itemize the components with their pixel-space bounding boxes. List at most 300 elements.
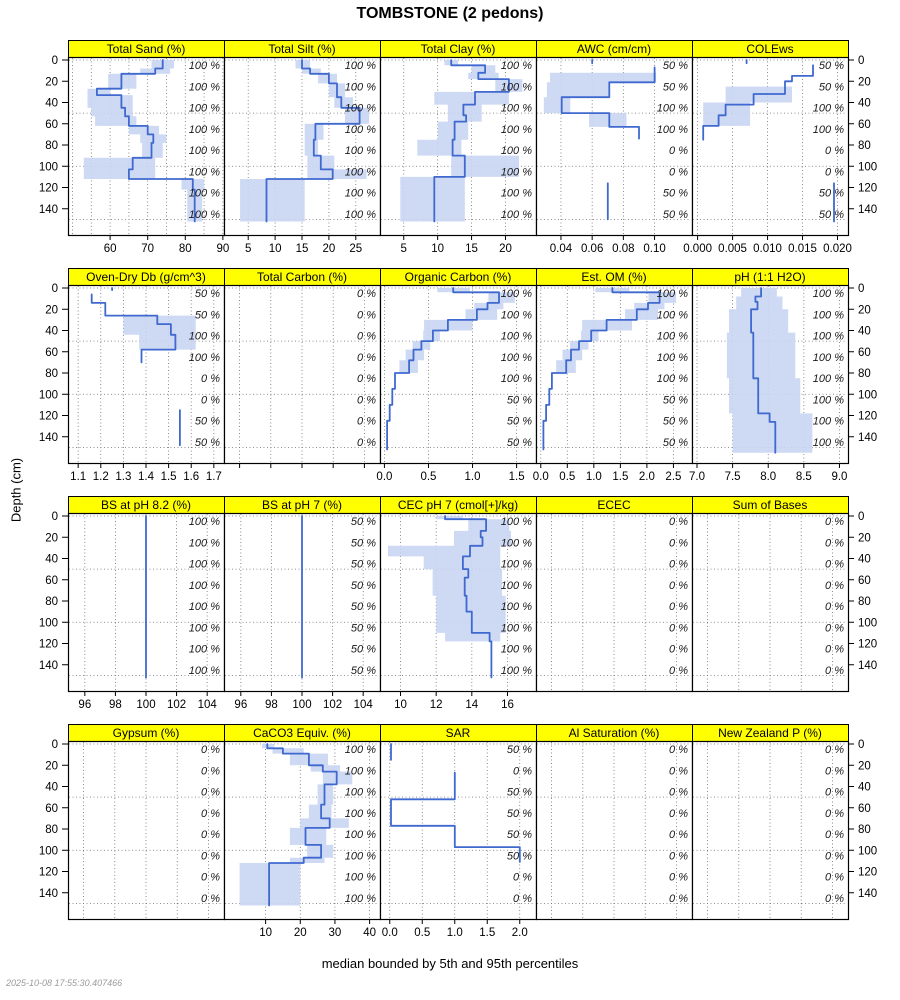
- fraction-label: 100 %: [188, 558, 220, 571]
- depth-label-right: 120: [858, 638, 878, 651]
- x-tick-label: 0.04: [549, 243, 573, 255]
- x-tick-label: 7.0: [688, 471, 705, 483]
- x-tick-label: 10: [394, 699, 407, 711]
- fraction-label: 100 %: [344, 807, 376, 820]
- fraction-label: 0 %: [825, 850, 844, 863]
- fraction-label: 50 %: [818, 187, 844, 200]
- fraction-label: 0 %: [825, 664, 844, 677]
- depth-label-left: 80: [45, 824, 58, 836]
- x-tick-label: 0.000: [683, 243, 712, 255]
- depth-label-left: 80: [45, 140, 58, 152]
- fraction-label: 0 %: [357, 309, 376, 322]
- fraction-label: 100 %: [812, 436, 844, 449]
- x-tick-label: 20: [499, 243, 512, 255]
- panel-ph-1-1-h2o: [689, 269, 849, 484]
- depth-label-right: 80: [858, 368, 871, 380]
- x-tick-label: 1.5: [612, 471, 629, 483]
- depth-label-right: 40: [858, 97, 871, 110]
- depth-label-left: 60: [45, 346, 58, 359]
- fraction-label: 0 %: [669, 892, 688, 905]
- fraction-label: 100 %: [188, 102, 220, 115]
- fraction-label: 100 %: [188, 81, 220, 94]
- x-tick-label: 0.5: [559, 471, 576, 483]
- fraction-label: 50 %: [662, 436, 688, 449]
- fraction-label: 50 %: [194, 415, 220, 428]
- depth-label-left: 140: [38, 431, 58, 444]
- panel-sar: [381, 725, 537, 940]
- panel-ecec: [537, 497, 693, 692]
- fraction-label: 0 %: [513, 765, 532, 778]
- x-tick-label: 7.5: [724, 471, 741, 483]
- fraction-label: 50 %: [662, 415, 688, 428]
- panel-total-carbon: [225, 269, 381, 469]
- strip-label: BS at pH 8.2 (%): [100, 498, 192, 512]
- fraction-label: 100 %: [344, 208, 376, 221]
- strip-label: AWC (cm/cm): [576, 42, 652, 56]
- fraction-label: 100 %: [656, 123, 688, 136]
- panel-row-2: [0, 268, 900, 488]
- depth-label-left: 80: [45, 368, 58, 380]
- x-tick-label: 8.5: [795, 471, 812, 483]
- y-axis-title: Depth (cm): [8, 457, 24, 523]
- strip-label: ECEC: [597, 498, 631, 512]
- fraction-label: 100 %: [812, 330, 844, 343]
- depth-label-right: 60: [858, 118, 871, 131]
- fraction-label: 50 %: [350, 664, 376, 677]
- depth-label-right: 140: [858, 431, 878, 444]
- x-tick-label: 70: [141, 243, 155, 255]
- x-tick-label: 1.0: [464, 471, 481, 483]
- fraction-label: 50 %: [818, 208, 844, 221]
- x-tick-label: 1.3: [115, 471, 132, 483]
- depth-label-right: 120: [858, 410, 878, 423]
- depth-label-right: 80: [858, 824, 871, 836]
- fraction-label: 100 %: [500, 288, 532, 300]
- fraction-label: 50 %: [818, 60, 844, 72]
- panel-est-om: [533, 269, 693, 484]
- fraction-label: 100 %: [500, 601, 532, 613]
- fraction-label: 50 %: [506, 786, 532, 799]
- x-tick-label: 100: [136, 699, 156, 711]
- x-tick-label: 15: [465, 243, 478, 255]
- fraction-label: 0 %: [201, 373, 220, 385]
- fraction-label: 100 %: [500, 102, 532, 115]
- fraction-label: 0 %: [825, 601, 844, 613]
- depth-label-right: 120: [858, 866, 878, 879]
- x-tick-label: 0.5: [420, 471, 437, 483]
- depth-label-right: 40: [858, 325, 871, 338]
- fraction-label: 0 %: [201, 892, 220, 905]
- fraction-label: 100 %: [656, 351, 688, 364]
- fraction-label: 50 %: [662, 208, 688, 221]
- fraction-label: 100 %: [188, 622, 220, 635]
- x-tick-label: 20: [322, 243, 336, 255]
- fraction-label: 100 %: [500, 579, 532, 592]
- fraction-label: 0 %: [825, 786, 844, 799]
- depth-label-right: 0: [858, 511, 865, 523]
- fraction-label: 100 %: [188, 145, 220, 157]
- fraction-label: 50 %: [350, 537, 376, 550]
- fraction-label: 100 %: [812, 351, 844, 364]
- depth-label-left: 40: [45, 97, 58, 110]
- fraction-label: 50 %: [506, 807, 532, 820]
- depth-label-right: 120: [858, 182, 878, 195]
- fraction-label: 50 %: [350, 558, 376, 571]
- depth-label-left: 100: [38, 845, 58, 858]
- strip-label: Gypsum (%): [112, 726, 180, 740]
- strip-label: Sum of Bases: [732, 498, 808, 512]
- depth-label-left: 120: [38, 866, 58, 879]
- x-tick-label: 90: [216, 243, 230, 255]
- depth-label-right: 80: [858, 596, 871, 608]
- fraction-label: 0 %: [825, 643, 844, 656]
- panel-total-silt: [225, 41, 381, 256]
- x-tick-label: 60: [103, 243, 117, 255]
- fraction-label: 0 %: [669, 558, 688, 571]
- strip-label: Al Saturation (%): [568, 726, 660, 740]
- x-tick-label: 0.005: [718, 243, 747, 255]
- strip-label: BS at pH 7 (%): [261, 498, 343, 512]
- fraction-label: 0 %: [201, 807, 220, 820]
- chart-caption: median bounded by 5th and 95th percentiles: [321, 956, 579, 971]
- fraction-label: 100 %: [656, 309, 688, 322]
- fraction-label: 0 %: [669, 744, 688, 756]
- x-tick-label: 40: [363, 927, 376, 939]
- fraction-label: 50 %: [350, 601, 376, 613]
- fraction-label: 100 %: [500, 208, 532, 221]
- fraction-label: 0 %: [201, 871, 220, 884]
- fraction-label: 100 %: [344, 60, 376, 72]
- depth-label-left: 140: [38, 887, 58, 900]
- fraction-label: 0 %: [201, 786, 220, 799]
- fraction-label: 100 %: [344, 123, 376, 136]
- fraction-label: 100 %: [812, 309, 844, 322]
- x-tick-label: 8.0: [760, 471, 777, 483]
- x-tick-label: 25: [349, 243, 363, 255]
- fraction-label: 0 %: [513, 892, 532, 905]
- depth-label-left: 20: [45, 532, 58, 545]
- depth-label-left: 100: [38, 389, 58, 402]
- panel-colews: [683, 41, 852, 256]
- fraction-label: 50 %: [350, 643, 376, 656]
- depth-label-right: 140: [858, 203, 878, 216]
- fraction-label: 100 %: [344, 166, 376, 179]
- depth-label-right: 0: [858, 55, 865, 67]
- x-tick-label: 0.010: [753, 243, 782, 255]
- x-tick-label: 0.015: [788, 243, 817, 255]
- strip-label: New Zealand P (%): [718, 726, 822, 740]
- x-tick-label: 100: [292, 699, 312, 711]
- x-tick-label: 98: [265, 699, 278, 711]
- fraction-label: 0 %: [825, 516, 844, 528]
- fraction-label: 100 %: [188, 537, 220, 550]
- depth-label-right: 20: [858, 760, 871, 773]
- strip-label: CaCO3 Equiv. (%): [253, 726, 351, 740]
- panel-caco3-equiv: [225, 725, 381, 940]
- fraction-label: 100 %: [656, 330, 688, 343]
- x-tick-label: 0.5: [414, 927, 431, 939]
- strip-label: SAR: [445, 726, 471, 740]
- x-tick-label: 102: [322, 699, 343, 711]
- fraction-label: 0 %: [669, 166, 688, 179]
- depth-label-left: 100: [38, 161, 58, 174]
- fraction-label: 0 %: [357, 288, 376, 300]
- fraction-label: 50 %: [662, 60, 688, 72]
- fraction-label: 0 %: [669, 829, 688, 841]
- strip-label: Total Clay (%): [420, 42, 496, 56]
- fraction-label: 100 %: [812, 288, 844, 300]
- fraction-label: 0 %: [201, 829, 220, 841]
- x-tick-label: 1.5: [160, 471, 177, 483]
- fraction-label: 100 %: [188, 579, 220, 592]
- x-tick-label: 96: [234, 699, 248, 711]
- fraction-label: 0 %: [669, 601, 688, 613]
- depth-label-right: 20: [858, 304, 871, 317]
- panel-al-saturation: [537, 725, 693, 920]
- fraction-label: 100 %: [812, 102, 844, 115]
- fraction-label: 0 %: [201, 744, 220, 756]
- page-title: TOMBSTONE (2 pedons): [356, 5, 544, 22]
- fraction-label: 0 %: [357, 330, 376, 343]
- depth-label-left: 100: [38, 617, 58, 630]
- fraction-label: 0 %: [513, 871, 532, 884]
- fraction-label: 0 %: [825, 537, 844, 550]
- fraction-label: 0 %: [825, 579, 844, 592]
- depth-label-right: 80: [858, 140, 871, 152]
- fraction-label: 100 %: [500, 60, 532, 72]
- fraction-label: 0 %: [357, 373, 376, 385]
- x-tick-label: 1.1: [70, 471, 87, 483]
- depth-label-right: 20: [858, 76, 871, 89]
- fraction-label: 0 %: [669, 622, 688, 635]
- x-tick-label: 10: [268, 243, 282, 255]
- fraction-label: 0 %: [201, 850, 220, 863]
- x-tick-label: 15: [295, 243, 309, 255]
- x-tick-label: 0.0: [381, 927, 398, 939]
- depth-label-left: 0: [51, 55, 58, 67]
- depth-label-right: 60: [858, 346, 871, 359]
- depth-label-right: 100: [858, 617, 878, 630]
- depth-label-right: 40: [858, 781, 871, 794]
- timestamp-label: 2025-10-08 17:55:30.407466: [6, 978, 123, 988]
- fraction-label: 50 %: [194, 288, 220, 300]
- fraction-label: 0 %: [669, 765, 688, 778]
- fraction-label: 50 %: [662, 187, 688, 200]
- strip-label: pH (1:1 H2O): [734, 270, 806, 284]
- x-tick-label: 98: [109, 699, 122, 711]
- x-tick-label: 2.0: [638, 471, 655, 483]
- x-tick-label: 1.6: [183, 471, 200, 483]
- panel-cec-ph-7-cmol-kg: [381, 497, 537, 712]
- fraction-label: 0 %: [669, 537, 688, 550]
- depth-label-right: 60: [858, 574, 871, 587]
- fraction-label: 100 %: [656, 373, 688, 385]
- fraction-label: 50 %: [506, 744, 532, 756]
- fraction-label: 100 %: [188, 330, 220, 343]
- fraction-label: 0 %: [825, 871, 844, 884]
- x-tick-label: 1.4: [138, 471, 154, 483]
- fraction-label: 100 %: [344, 187, 376, 200]
- strip-label: Organic Carbon (%): [404, 270, 512, 284]
- depth-label-right: 60: [858, 802, 871, 815]
- panel-gypsum: [69, 725, 225, 920]
- fraction-label: 0 %: [669, 871, 688, 884]
- depth-label-left: 0: [51, 283, 58, 295]
- fraction-label: 50 %: [506, 394, 532, 407]
- fraction-label: 100 %: [344, 744, 376, 756]
- panel-organic-carbon: [376, 269, 536, 484]
- fraction-label: 100 %: [188, 664, 220, 677]
- fraction-label: 100 %: [812, 415, 844, 428]
- fraction-label: 50 %: [662, 394, 688, 407]
- x-tick-label: 0.0: [376, 471, 393, 483]
- fraction-label: 0 %: [825, 892, 844, 905]
- fraction-label: 100 %: [344, 102, 376, 115]
- x-tick-label: 5: [400, 243, 407, 255]
- depth-label-left: 20: [45, 76, 58, 89]
- x-tick-label: 1.5: [508, 471, 525, 483]
- fraction-label: 100 %: [188, 123, 220, 136]
- x-tick-label: 1.2: [92, 471, 109, 483]
- strip-label: Total Sand (%): [106, 42, 186, 56]
- fraction-label: 50 %: [506, 850, 532, 863]
- fraction-label: 0 %: [825, 807, 844, 820]
- fraction-label: 50 %: [506, 829, 532, 841]
- depth-label-left: 40: [45, 781, 58, 794]
- x-tick-label: 1.0: [585, 471, 602, 483]
- x-tick-label: 102: [166, 699, 187, 711]
- x-tick-label: 2.5: [665, 471, 682, 483]
- fraction-label: 0 %: [357, 351, 376, 364]
- x-tick-label: 30: [328, 927, 342, 939]
- fraction-label: 0 %: [669, 786, 688, 799]
- fraction-label: 0 %: [825, 145, 844, 157]
- fraction-label: 50 %: [506, 436, 532, 449]
- fraction-label: 100 %: [344, 829, 376, 841]
- panel-bs-at-ph-8-2: [69, 497, 225, 712]
- fraction-label: 100 %: [344, 786, 376, 799]
- depth-label-right: 100: [858, 845, 878, 858]
- fraction-label: 100 %: [188, 208, 220, 221]
- fraction-label: 100 %: [188, 351, 220, 364]
- fraction-label: 0 %: [669, 643, 688, 656]
- fraction-label: 100 %: [500, 81, 532, 94]
- fraction-label: 0 %: [357, 436, 376, 449]
- x-tick-label: 0.020: [823, 243, 852, 255]
- x-tick-label: 1.7: [205, 471, 222, 483]
- depth-label-left: 120: [38, 410, 58, 423]
- strip-label: Oven-Dry Db (g/cm^3): [86, 270, 206, 284]
- x-tick-label: 16: [501, 699, 514, 711]
- x-tick-label: 0.06: [580, 243, 604, 255]
- fraction-label: 0 %: [825, 166, 844, 179]
- panel-row-4: [0, 724, 900, 944]
- fraction-label: 50 %: [506, 415, 532, 428]
- panel-sum-of-bases: [693, 497, 849, 692]
- x-tick-label: 96: [78, 699, 92, 711]
- depth-label-left: 20: [45, 304, 58, 317]
- x-tick-label: 10: [431, 243, 445, 255]
- x-tick-label: 10: [259, 927, 272, 939]
- fraction-label: 0 %: [825, 622, 844, 635]
- strip-label: Total Carbon (%): [256, 270, 348, 284]
- fraction-label: 100 %: [500, 373, 532, 385]
- depth-label-right: 20: [858, 532, 871, 545]
- panel-row-3: [0, 496, 900, 716]
- x-tick-label: 104: [197, 699, 217, 711]
- depth-label-left: 0: [51, 739, 58, 751]
- x-tick-label: 0.0: [532, 471, 549, 483]
- x-tick-label: 9.0: [831, 471, 848, 483]
- panel-bs-at-ph-7: [225, 497, 381, 712]
- fraction-label: 100 %: [500, 622, 532, 635]
- depth-label-left: 60: [45, 802, 58, 815]
- fraction-label: 100 %: [500, 558, 532, 571]
- strip-label: CEC pH 7 (cmol[+]/kg): [397, 498, 519, 512]
- fraction-label: 0 %: [669, 516, 688, 528]
- fraction-label: 100 %: [500, 351, 532, 364]
- depth-label-right: 0: [858, 739, 865, 751]
- fraction-label: 0 %: [669, 664, 688, 677]
- fraction-label: 0 %: [669, 145, 688, 157]
- fraction-label: 100 %: [500, 537, 532, 550]
- depth-label-left: 140: [38, 203, 58, 216]
- x-tick-label: 2.0: [511, 927, 528, 939]
- fraction-label: 100 %: [500, 330, 532, 343]
- fraction-label: 100 %: [344, 145, 376, 157]
- depth-label-left: 20: [45, 760, 58, 773]
- fraction-label: 100 %: [344, 892, 376, 905]
- depth-label-left: 120: [38, 638, 58, 651]
- depth-label-right: 140: [858, 659, 878, 672]
- fraction-label: 0 %: [669, 850, 688, 863]
- fraction-label: 100 %: [812, 394, 844, 407]
- depth-label-right: 100: [858, 161, 878, 174]
- fraction-label: 100 %: [188, 60, 220, 72]
- fraction-label: 100 %: [188, 516, 220, 528]
- depth-label-right: 140: [858, 887, 878, 900]
- fraction-label: 100 %: [500, 145, 532, 157]
- fraction-label: 100 %: [500, 643, 532, 656]
- x-tick-label: 14: [465, 699, 479, 711]
- depth-label-right: 40: [858, 553, 871, 566]
- depth-label-left: 60: [45, 118, 58, 131]
- fraction-label: 50 %: [818, 81, 844, 94]
- x-tick-label: 1.5: [479, 927, 496, 939]
- fraction-label: 100 %: [812, 123, 844, 136]
- fraction-label: 0 %: [825, 765, 844, 778]
- fraction-label: 100 %: [500, 309, 532, 322]
- fraction-label: 50 %: [350, 622, 376, 635]
- fraction-label: 50 %: [194, 309, 220, 322]
- depth-label-left: 40: [45, 553, 58, 566]
- x-tick-label: 20: [293, 927, 307, 939]
- fraction-label: 100 %: [188, 187, 220, 200]
- depth-label-left: 60: [45, 574, 58, 587]
- fraction-label: 100 %: [188, 643, 220, 656]
- depth-label-right: 0: [858, 283, 865, 295]
- fraction-label: 0 %: [357, 394, 376, 407]
- depth-label-right: 100: [858, 389, 878, 402]
- panel-oven-dry-db-g-cm-3: [69, 269, 225, 484]
- strip-label: Total Silt (%): [268, 42, 336, 56]
- fraction-label: 100 %: [344, 871, 376, 884]
- fraction-label: 100 %: [188, 601, 220, 613]
- x-tick-label: 12: [429, 699, 443, 711]
- x-tick-label: 104: [353, 699, 373, 711]
- fraction-label: 100 %: [812, 373, 844, 385]
- fraction-label: 0 %: [669, 807, 688, 820]
